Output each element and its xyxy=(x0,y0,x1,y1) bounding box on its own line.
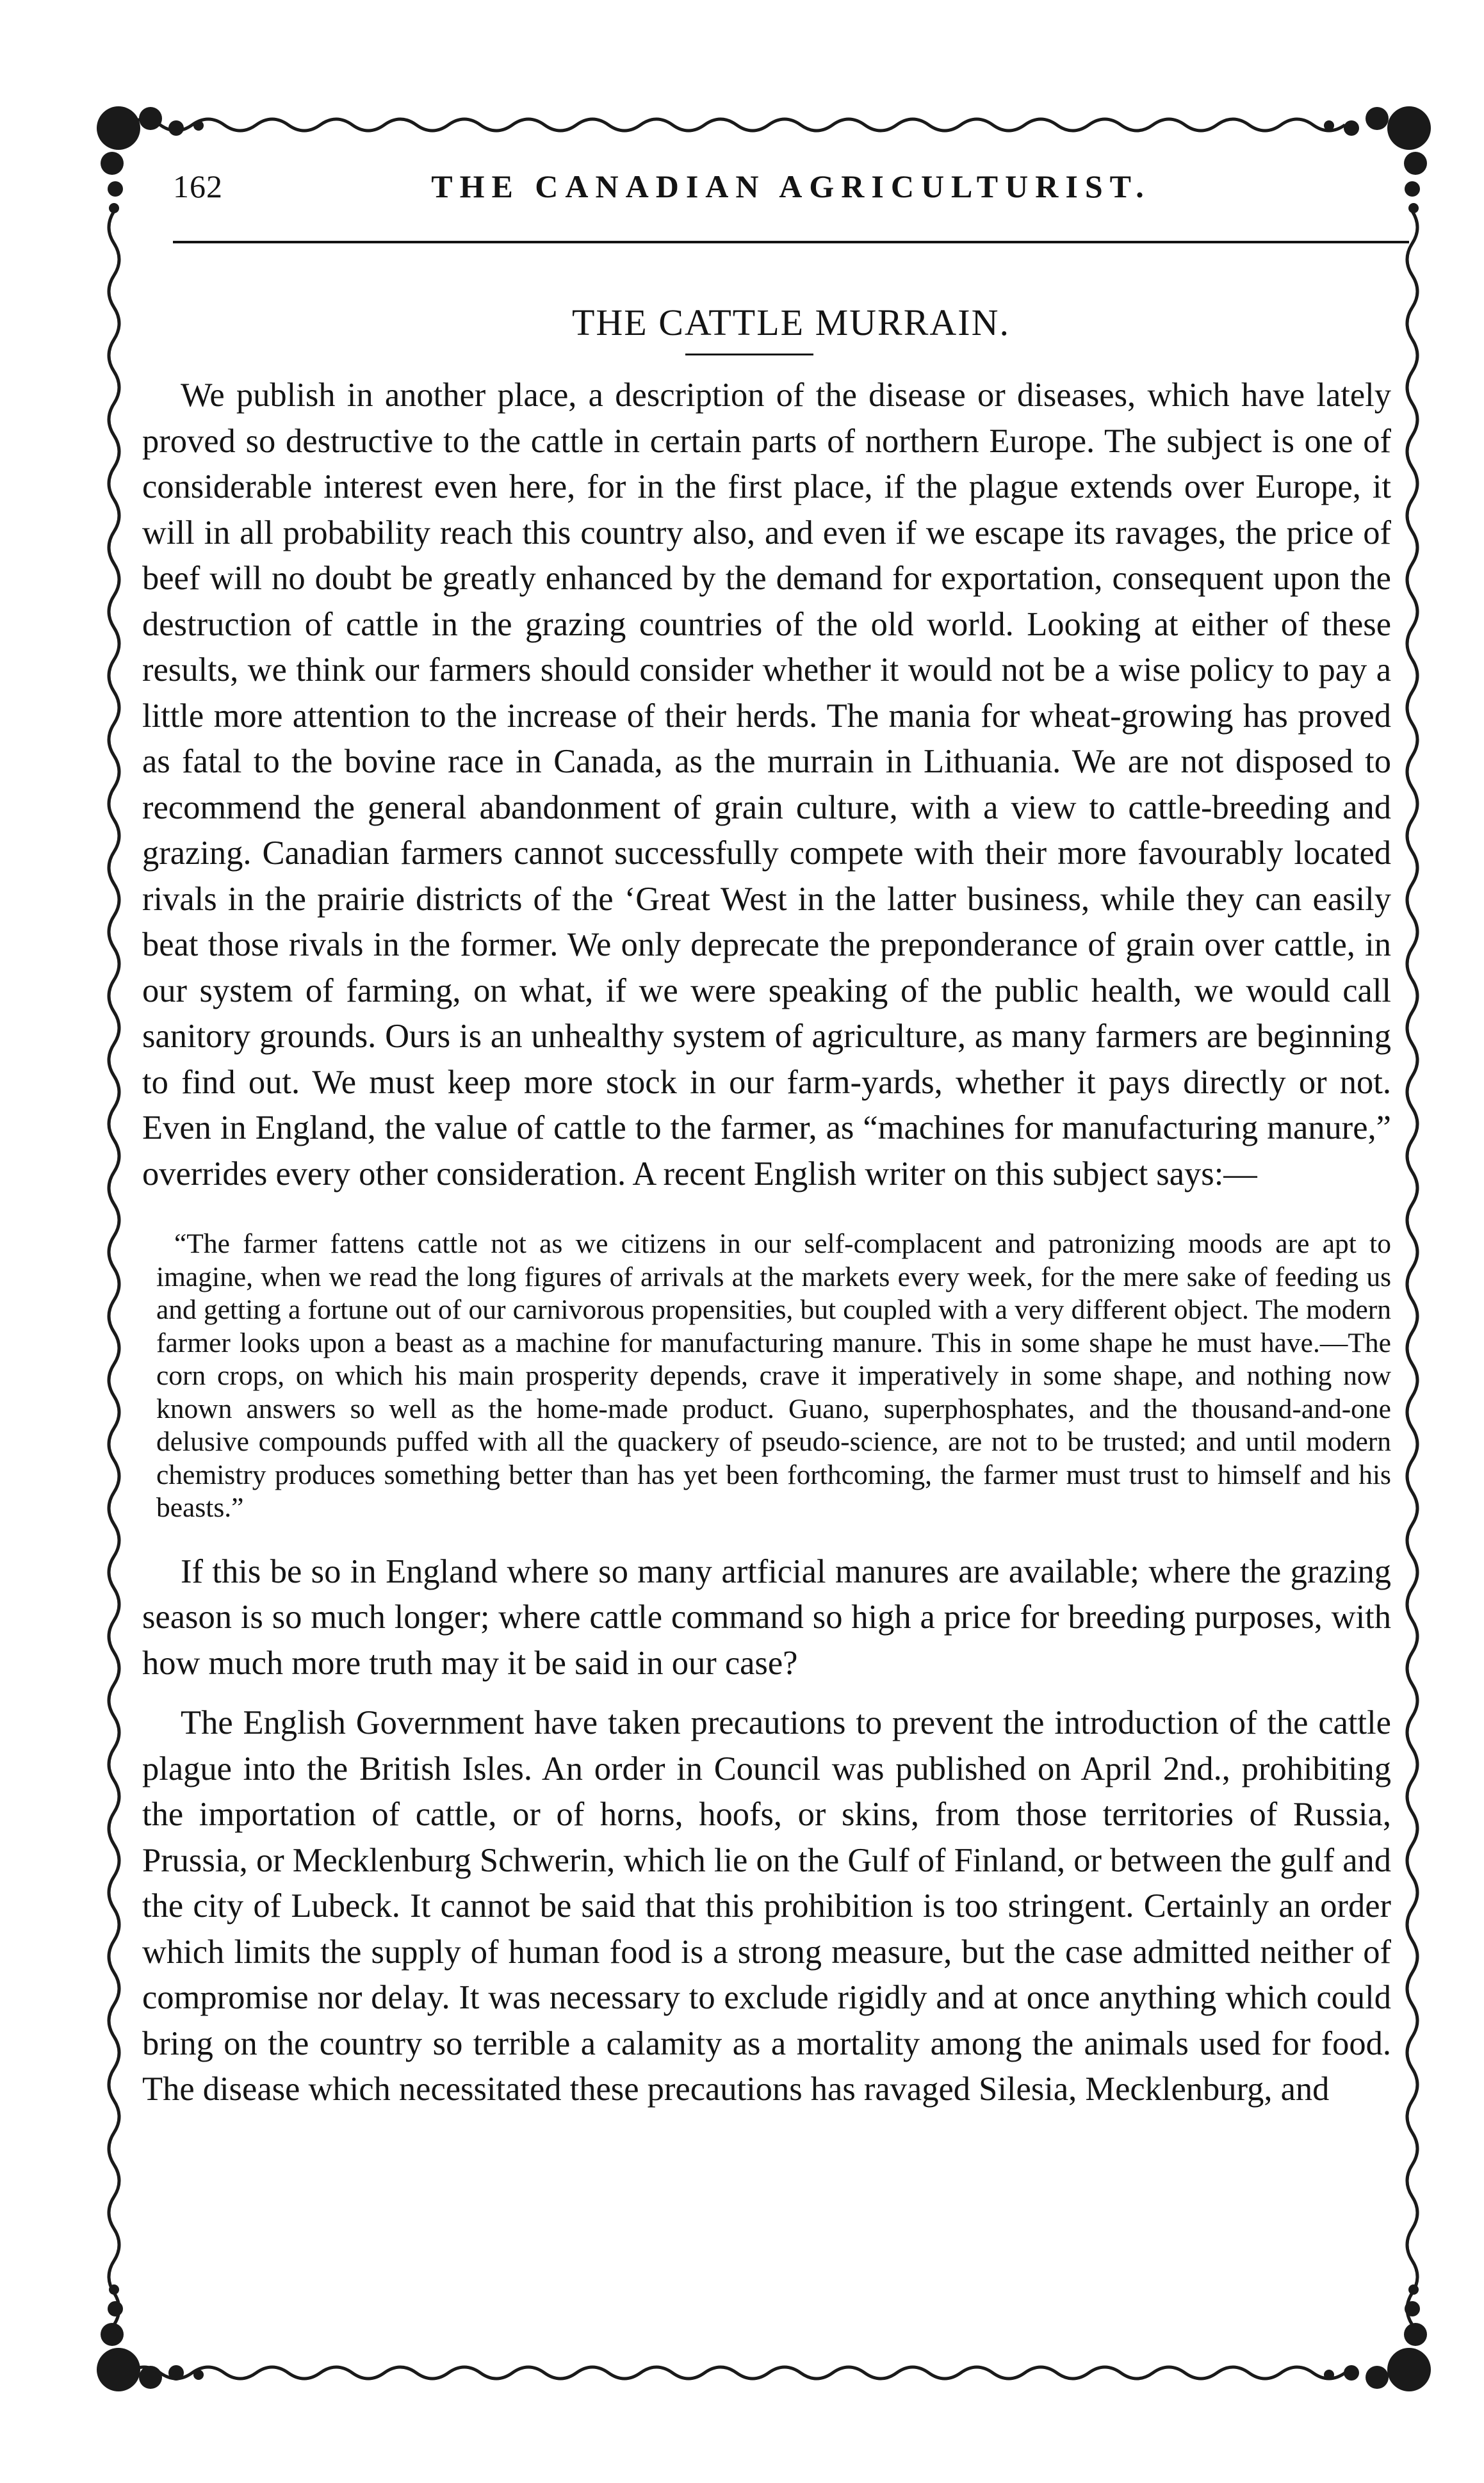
article-title: THE CATTLE MURRAIN. xyxy=(571,302,1010,343)
header-rule xyxy=(173,241,1409,243)
bottom-border-vine xyxy=(128,2367,1345,2379)
left-border-vine xyxy=(109,211,119,2325)
page-number: 162 xyxy=(173,168,223,204)
page-header xyxy=(173,168,1409,219)
paragraph-2: If this be so in England where so many artficial manures are available; where the grazing season is so much longer; where cattle command so high a price for breeding purposes, with how much more truth may it be said in our case? xyxy=(142,1552,1391,1682)
paragraph-3: The English Government have taken precautions to prevent the introduction of the cattle plague into the British Isles. An order in Council was published on April 2nd., prohibiting the importation of cattle, or of horns, hoofs, or skins, from those territories of Russia, Prussia, or Mecklenburg Schwerin, which lie on the Gulf of Finland, or between the gulf and the city of Lubeck. It cannot be said that this prohibition is too stringent. Certainly an order which limits the supply of human food is a strong measure, but the case admitted neither of compromise nor delay. It was necessary to exclude rigidly and at once anything which could bring on the country so terrible a calamity as a mortality among the animals used for food. The disease which necessitated these precautions has ravaged Silesia, Mecklenburg, and xyxy=(142,1704,1391,2108)
block-quote: “The farmer fattens cattle not as we citizens in our self-complacent and patronizing moods are apt to imagine, when we read the long figures of arrivals at the markets every week, for the mere sake of feeding us and getting a fortune out of our carnivorous propensities, but coupled with a very different object. The modern farmer looks upon a beast as a machine for manufacturing manure. This in some shape he must have.—The corn crops, on which his main prosperity depends, crave it imperatively in some shape, and nothing now known answers so well as the home-made product. Guano, superphosphates, and the thousand-and-one delusive compounds puffed with all the quackery of pseudo-science, are not to be trusted; and until modern chemistry produces something better than has yet been forthcoming, the farmer must trust to himself and his beasts.” xyxy=(156,1228,1391,1523)
right-border-vine xyxy=(1407,211,1417,2325)
paragraph-1: We publish in another place, a description of the disease or diseases, which have lately proved so destructive to the cattle in certain parts of northern Europe. The subject is one of considerable interest even here, for in the first place, if the plague extends over Europe, it will in all probability reach this country also, and even if we escape its ravages, the price of beef will no doubt be greatly enhanced by the demand for exportation, consequent upon the destruction of cattle in the grazing countries of the old world. Looking at either of these results, we think our farmers should consider whether it would not be a wise policy to pay a little more attention to the increase of their herds. The mania for wheat-growing has proved as fatal to the bovine race in Canada, as the murrain in Lithuania. We are not disposed to recommend the general abandonment of grain culture, with a view to cattle-breeding and grazing. Canadian farmers cannot successfully compete with their more favourably located rivals in the prairie districts of the ‘Great West in the latter business, while they can easily beat those rivals in the former. We only deprecate the preponderance of grain over cattle, in our system of farming, on what, if we were speaking of the public health, we would call sanitory grounds. Ours is an unhealthy system of agriculture, as many farmers are beginning to find out. We must keep more stock in our farm-yards, whether it pays directly or not. Even in England, the value of cattle to the farmer, as “machines for manufacturing manure,” overrides every other consideration. A recent English writer on this subject says:— xyxy=(142,377,1391,1193)
top-border-vine xyxy=(128,119,1345,131)
title-rule xyxy=(685,354,813,355)
running-title: THE CANADIAN AGRICULTURIST. xyxy=(431,168,1151,204)
article-body xyxy=(142,373,1391,2113)
